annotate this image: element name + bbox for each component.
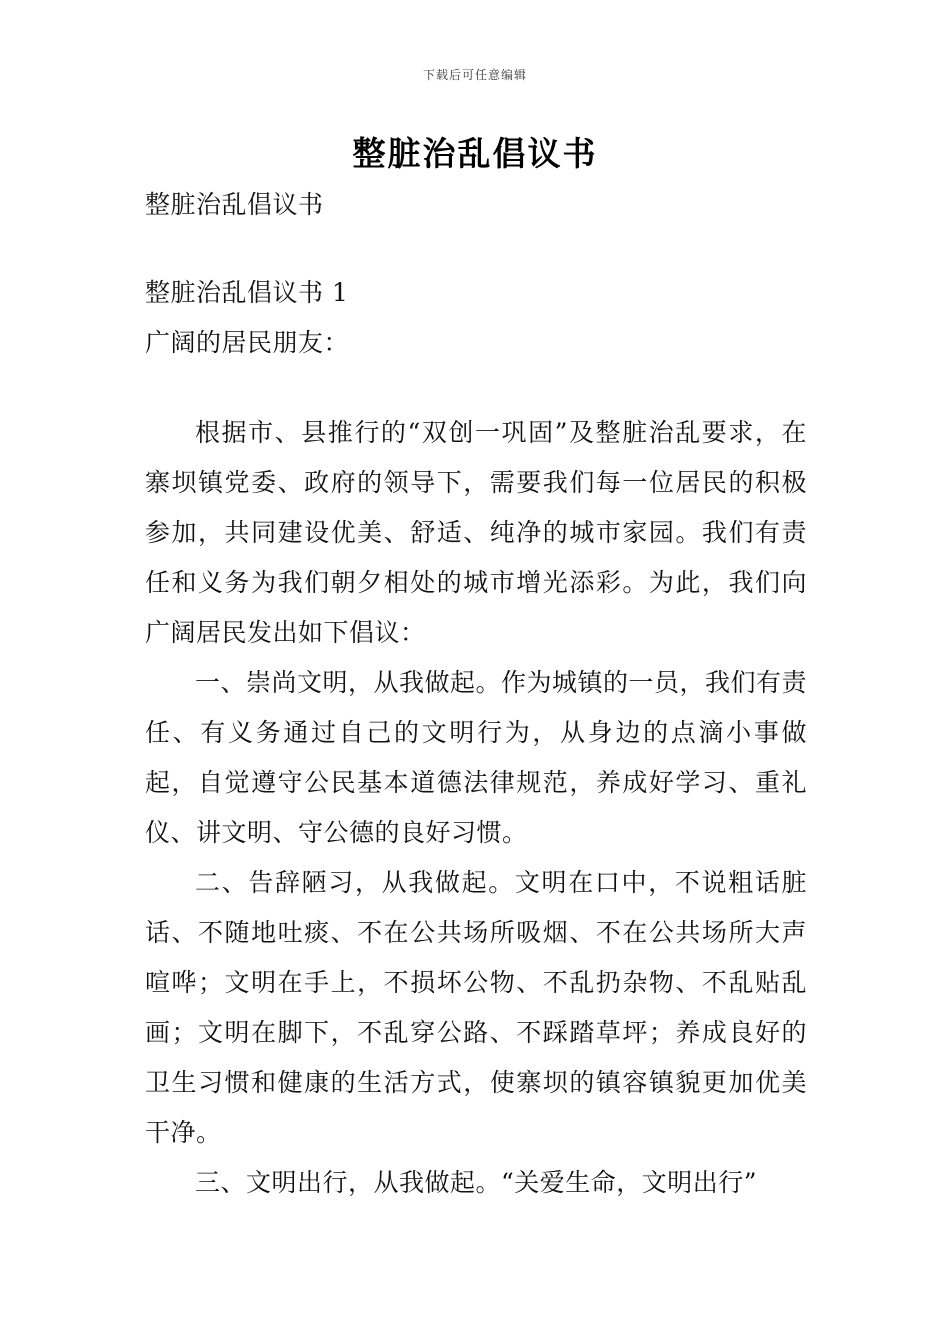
header-note: 下载后可任意编辑 — [422, 68, 527, 82]
spacer — [145, 368, 807, 408]
document-title: 整脏治乱倡议书 — [352, 134, 598, 173]
salutation: 广阔的居民朋友： — [145, 328, 350, 357]
document-subtitle: 整脏治乱倡议书 — [145, 190, 324, 219]
section-heading: 整脏治乱倡议书 1 — [145, 278, 349, 307]
paragraph-item-1: 一、崇尚文明，从我做起。作为城镇的一员，我们有责任、有义务通过自己的文明行为，从身边的点滴小事做起，自觉遵守公民基本道德法律规范，养成好学习、重礼仪、讲文明、守公德的良好习惯。 — [145, 668, 808, 847]
paragraph-intro: 根据市、县推行的“双创一巩固”及整脏治乱要求，在寨坝镇党委、政府的领导下，需要我们每一位居民的积极参加，共同建设优美、舒适、纯净的城市家园。我们有责任和义务为我们朝夕相处的城市增光添彩。为此，我们向广阔居民发出如下倡议： — [145, 418, 807, 647]
spacer — [145, 230, 807, 268]
paragraph-item-2: 二、告辞陋习，从我做起。文明在口中，不说粗话脏话、不随地吐痰、不在公共场所吸烟、不在公共场所大声喧哗；文明在手上，不损坏公物、不乱扔杂物、不乱贴乱画；文明在脚下，不乱穿公路、不踩踏草坪；养成良好的卫生习惯和健康的生活方式，使寨坝的镇容镇貌更加优美干净。 — [145, 868, 807, 1147]
document-body — [145, 180, 807, 1208]
paragraph-item-3: 三、文明出行，从我做起。“关爱生命，文明出行” — [195, 1168, 758, 1197]
